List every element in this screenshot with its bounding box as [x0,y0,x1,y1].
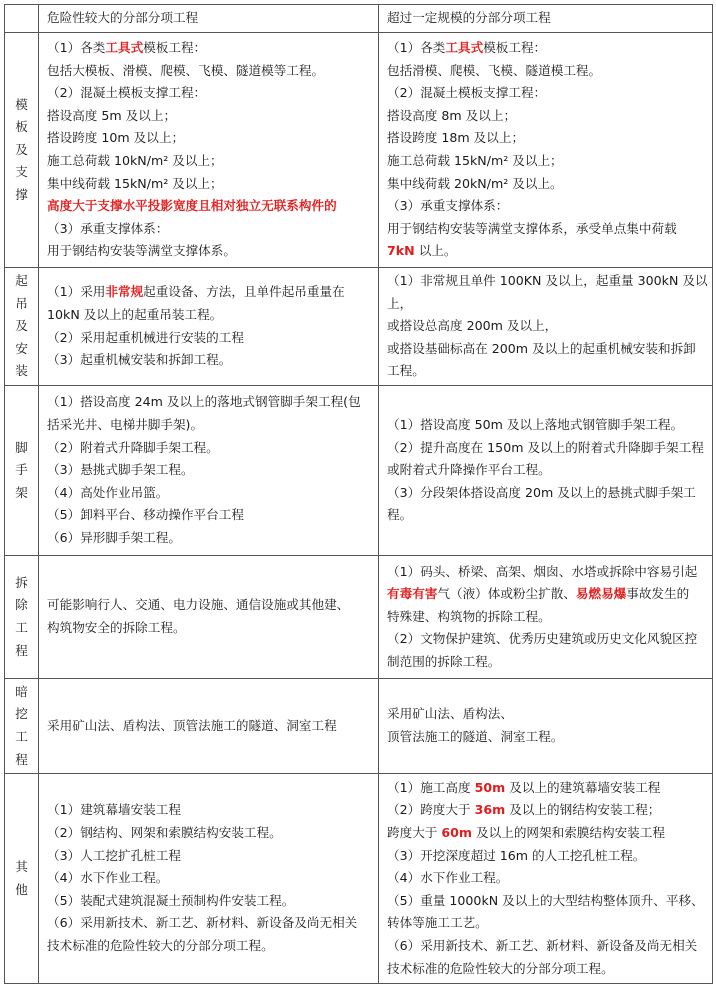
text-line [387,482,708,505]
text-segment: （1）搭设高度 50m 及以上落地式钢管脚手架工程。 [387,417,684,433]
text-segment: （3）承重支撑体系： [47,220,169,236]
text-line [387,703,708,726]
text-line [47,912,374,935]
text-segment: （1）搭设高度 24m 及以上的落地式钢管脚手架工程(包 [47,394,361,410]
text-segment: （1）各类 [47,40,106,56]
text-segment: 技术标准的危险性较大的分部分项工程。 [387,960,614,976]
highlight-text: 工具式 [445,40,484,56]
text-segment: （2）文物保护建筑、优秀历史建筑或历史文化风貌区控 [387,631,698,647]
text-line [387,890,708,913]
text-line [387,583,708,606]
highlight-text: 非常规 [105,284,144,300]
text-segment: 搭设跨度 10m 及以上； [47,130,185,146]
text-line [387,726,708,749]
highlight-text: 有毒有害 [387,586,438,602]
text-segment: 或搭设基础标高在 200m 及以上的起重机械安装和拆卸 [387,340,696,356]
text-line [387,606,708,629]
row-formwork [5,33,713,268]
category-char: 撑 [15,186,28,202]
category-char: 及 [15,141,28,157]
text-segment: （4）水下作业工程。 [47,870,169,886]
text-segment: 10kN 及以上的起重吊装工程。 [47,306,223,322]
text-line [47,37,374,60]
text-line [387,37,708,60]
text-line [47,349,374,372]
text-line [387,958,708,981]
text-line [47,60,374,83]
text-segment: 技术标准的危险性较大的分部分项工程。 [47,937,274,953]
category-char: 程 [15,751,28,767]
text-line [47,195,374,218]
row-demolition [5,556,713,679]
text-segment: （6）异形脚手架工程。 [47,529,181,545]
text-line [47,82,374,105]
text-line [387,459,708,482]
large-scale-works-cell [379,386,713,556]
text-segment: 气（液）体或粉尘扩散、 [437,586,576,602]
highlight-text: 7kN [387,243,415,259]
category-char: 支 [15,164,28,180]
text-line [387,935,708,958]
text-line [47,281,374,304]
category-cell [5,679,39,774]
text-segment: 构筑物安全的拆除工程。 [47,620,186,635]
text-line [387,561,708,584]
text-line [387,777,708,800]
text-line [47,867,374,890]
text-segment: 及以上的钢结构安装工程； [505,802,661,818]
text-line [387,270,708,293]
text-segment: 集中线荷载 20kN/m² 及以上。 [387,175,563,191]
text-segment: （2）钢结构、网架和索膜结构安装工程。 [47,825,282,841]
text-segment: （5）装配式建筑混凝土预制构件安装工程。 [47,892,295,908]
text-segment: 或附着式升降操作平台工程。 [387,462,551,478]
category-cell [5,556,39,679]
text-segment: （1）采用 [47,284,106,300]
text-segment: 及以上的网架和索膜结构安装工程 [472,825,665,841]
text-line [387,845,708,868]
text-line [387,195,708,218]
large-scale-works-cell [379,774,713,984]
text-segment: 模板工程： [143,40,207,56]
text-segment: 以上。 [414,243,457,259]
text-segment: （1）施工高度 [387,779,475,795]
text-segment: （3）开挖深度超过 16m 的人工挖孔桩工程。 [387,847,646,863]
text-line [47,127,374,150]
text-segment: 搭设高度 5m 及以上； [47,107,177,123]
text-segment: 上， [387,295,413,311]
category-char: 他 [15,881,28,897]
text-line [47,437,374,460]
text-segment: 用于钢结构安装等满堂支撑体系。 [47,243,236,259]
highlight-text: 36m [474,802,506,818]
text-segment: 可能影响行人、交通、电力设施、通信设施或其他建、 [47,597,350,613]
text-line [387,360,708,383]
text-segment: （2）混凝土模板支撑工程： [387,85,547,101]
large-scale-works-cell [379,33,713,268]
header-dangerous-works: 危险性较大的分部分项工程 [39,5,379,33]
text-segment: （2）跨度大于 [387,802,475,818]
text-segment: （5）卸料平台、移动操作平台工程 [47,507,244,523]
category-char: 工 [15,620,28,635]
text-segment: （2）混凝土模板支撑工程： [47,85,207,101]
row-hoisting [5,268,713,386]
text-line [387,150,708,173]
category-char: 挖 [15,706,28,722]
highlight-text: 高度大于支撑水平投影宽度且相对独立无联系构件的 [47,198,337,214]
text-line [387,82,708,105]
text-line [387,867,708,890]
text-line [47,715,374,738]
text-segment: 及以上的建筑幕墙安装工程 [505,779,661,795]
text-line [387,293,708,316]
text-segment: 或搭设总高度 200m 及以上， [387,318,558,334]
large-scale-works-cell [379,556,713,679]
text-segment: （3）悬挑式脚手架工程。 [47,462,194,478]
text-segment: （3）起重机械安装和拆卸工程。 [47,352,232,368]
text-line [47,150,374,173]
text-line [47,240,374,263]
header-large-scale-works: 超过一定规模的分部分项工程 [379,5,713,33]
text-segment: 采用矿山法、盾构法、顶管法施工的隧道、洞室工程 [47,717,337,733]
category-char: 板 [15,119,28,135]
text-segment: （3）承重支撑体系： [387,198,509,214]
text-line [387,628,708,651]
text-line [47,504,374,527]
text-line [387,218,708,241]
text-line [47,890,374,913]
text-segment: （6）采用新技术、新工艺、新材料、新设备及尚无相关 [47,915,358,931]
row-excavation [5,679,713,774]
dangerous-works-cell [39,268,379,386]
text-line [47,935,374,958]
category-char: 起 [15,273,28,289]
dangerous-works-cell [39,774,379,984]
text-segment: 括采光井、电梯井脚手架)。 [47,417,204,433]
category-char: 安 [15,340,28,356]
large-scale-works-cell [379,679,713,774]
category-cell [5,774,39,984]
text-line [387,173,708,196]
text-segment: （5）重量 1000kN 及以上的大型结构整体顶升、平移、 [387,892,704,908]
text-segment: 程。 [387,507,413,523]
text-line [387,437,708,460]
category-char: 吊 [15,295,28,311]
text-line [387,912,708,935]
text-line [47,594,374,617]
category-char: 及 [15,318,28,334]
highlight-text: 易燃易爆 [575,586,627,602]
text-line [47,459,374,482]
text-segment: （2）提升高度在 150m 及以上的附着式升降脚手架工程 [387,439,704,455]
category-cell [5,33,39,268]
text-segment: 跨度大于 [387,825,442,841]
text-line [387,651,708,674]
category-char: 工 [15,729,28,744]
text-segment: 搭设跨度 18m 及以上； [387,130,525,146]
text-line [387,127,708,150]
category-cell [5,268,39,386]
text-segment: （1）码头、桥梁、高架、烟囱、水塔或拆除中容易引起 [387,563,698,579]
text-segment: 工程。 [387,363,425,379]
comparison-table [4,4,713,984]
text-segment: （4）高处作业吊篮。 [47,484,169,500]
text-line [47,482,374,505]
text-line [47,304,374,327]
text-line [387,799,708,822]
text-segment: 搭设高度 8m 及以上； [387,107,517,123]
text-segment: 施工总荷载 15kN/m² 及以上； [387,153,563,168]
category-char: 除 [15,597,28,613]
text-line [387,338,708,361]
text-line [47,327,374,350]
text-segment: （1）非常规且单件 100KN 及以上，起重量 300kN 及以 [387,273,708,289]
text-line [47,173,374,196]
text-segment: 集中线荷载 15kN/m² 及以上； [47,175,223,191]
large-scale-works-cell [379,268,713,386]
text-segment: （2）采用起重机械进行安装的工程 [47,329,244,345]
category-char: 架 [15,484,28,500]
category-char: 拆 [15,574,28,590]
highlight-text: 60m [441,825,473,841]
text-segment: 制范围的拆除工程。 [387,653,501,669]
text-segment: 用于钢结构安装等满堂支撑体系，承受单点集中荷载 [387,220,677,236]
text-line [387,60,708,83]
category-cell [5,386,39,556]
text-line [47,617,374,640]
text-line [387,240,708,263]
text-line [47,105,374,128]
category-char: 程 [15,642,28,658]
text-segment: 包括滑模、爬模、飞模、隧道模工程。 [387,62,602,78]
text-line [387,315,708,338]
text-segment: 模板工程： [483,40,547,56]
row-scaffolding [5,386,713,556]
dangerous-works-cell [39,556,379,679]
row-other [5,774,713,984]
text-line [47,845,374,868]
text-line [47,527,374,550]
text-line [47,414,374,437]
text-line [47,799,374,822]
dangerous-works-cell [39,33,379,268]
category-char: 暗 [15,683,28,699]
text-segment: （4）水下作业工程。 [387,870,509,886]
dangerous-works-cell [39,679,379,774]
category-char: 模 [15,96,28,112]
category-char: 脚 [15,439,28,455]
text-segment: 事故发生的 [626,586,690,602]
category-char: 装 [15,363,28,379]
text-segment: 施工总荷载 10kN/m² 及以上； [47,153,223,168]
text-line [387,414,708,437]
text-line [387,105,708,128]
text-segment: （6）采用新技术、新工艺、新材料、新设备及尚无相关 [387,937,698,953]
dangerous-works-cell [39,386,379,556]
text-segment: （2）附着式升降脚手架工程。 [47,439,219,455]
text-segment: 转体等施工工艺。 [387,915,488,931]
category-char: 其 [15,858,28,874]
highlight-text: 50m [474,779,506,795]
text-segment: （3）分段架体搭设高度 20m 及以上的悬挑式脚手架工 [387,484,696,500]
text-line [387,822,708,845]
text-segment: （1）各类 [387,40,446,56]
header-row [5,5,713,33]
text-line [47,218,374,241]
text-segment: （1）建筑幕墙安装工程 [47,802,181,818]
category-char: 手 [15,462,28,478]
text-line [47,822,374,845]
text-segment: 特殊建、构筑物的拆除工程。 [387,608,551,624]
text-segment: 包括大模板、滑模、爬模、飞模、隧道模等工程。 [47,62,325,78]
text-segment: 顶管法施工的隧道、洞室工程。 [387,729,564,744]
highlight-text: 工具式 [105,40,144,56]
text-line [387,504,708,527]
header-category-cell [5,5,39,33]
text-segment: 起重设备、方法，且单件起吊重量在 [143,284,345,300]
text-segment: （3）人工挖扩孔桩工程 [47,847,181,863]
text-segment: 采用矿山法、盾构法、 [387,706,513,722]
text-line [47,391,374,414]
